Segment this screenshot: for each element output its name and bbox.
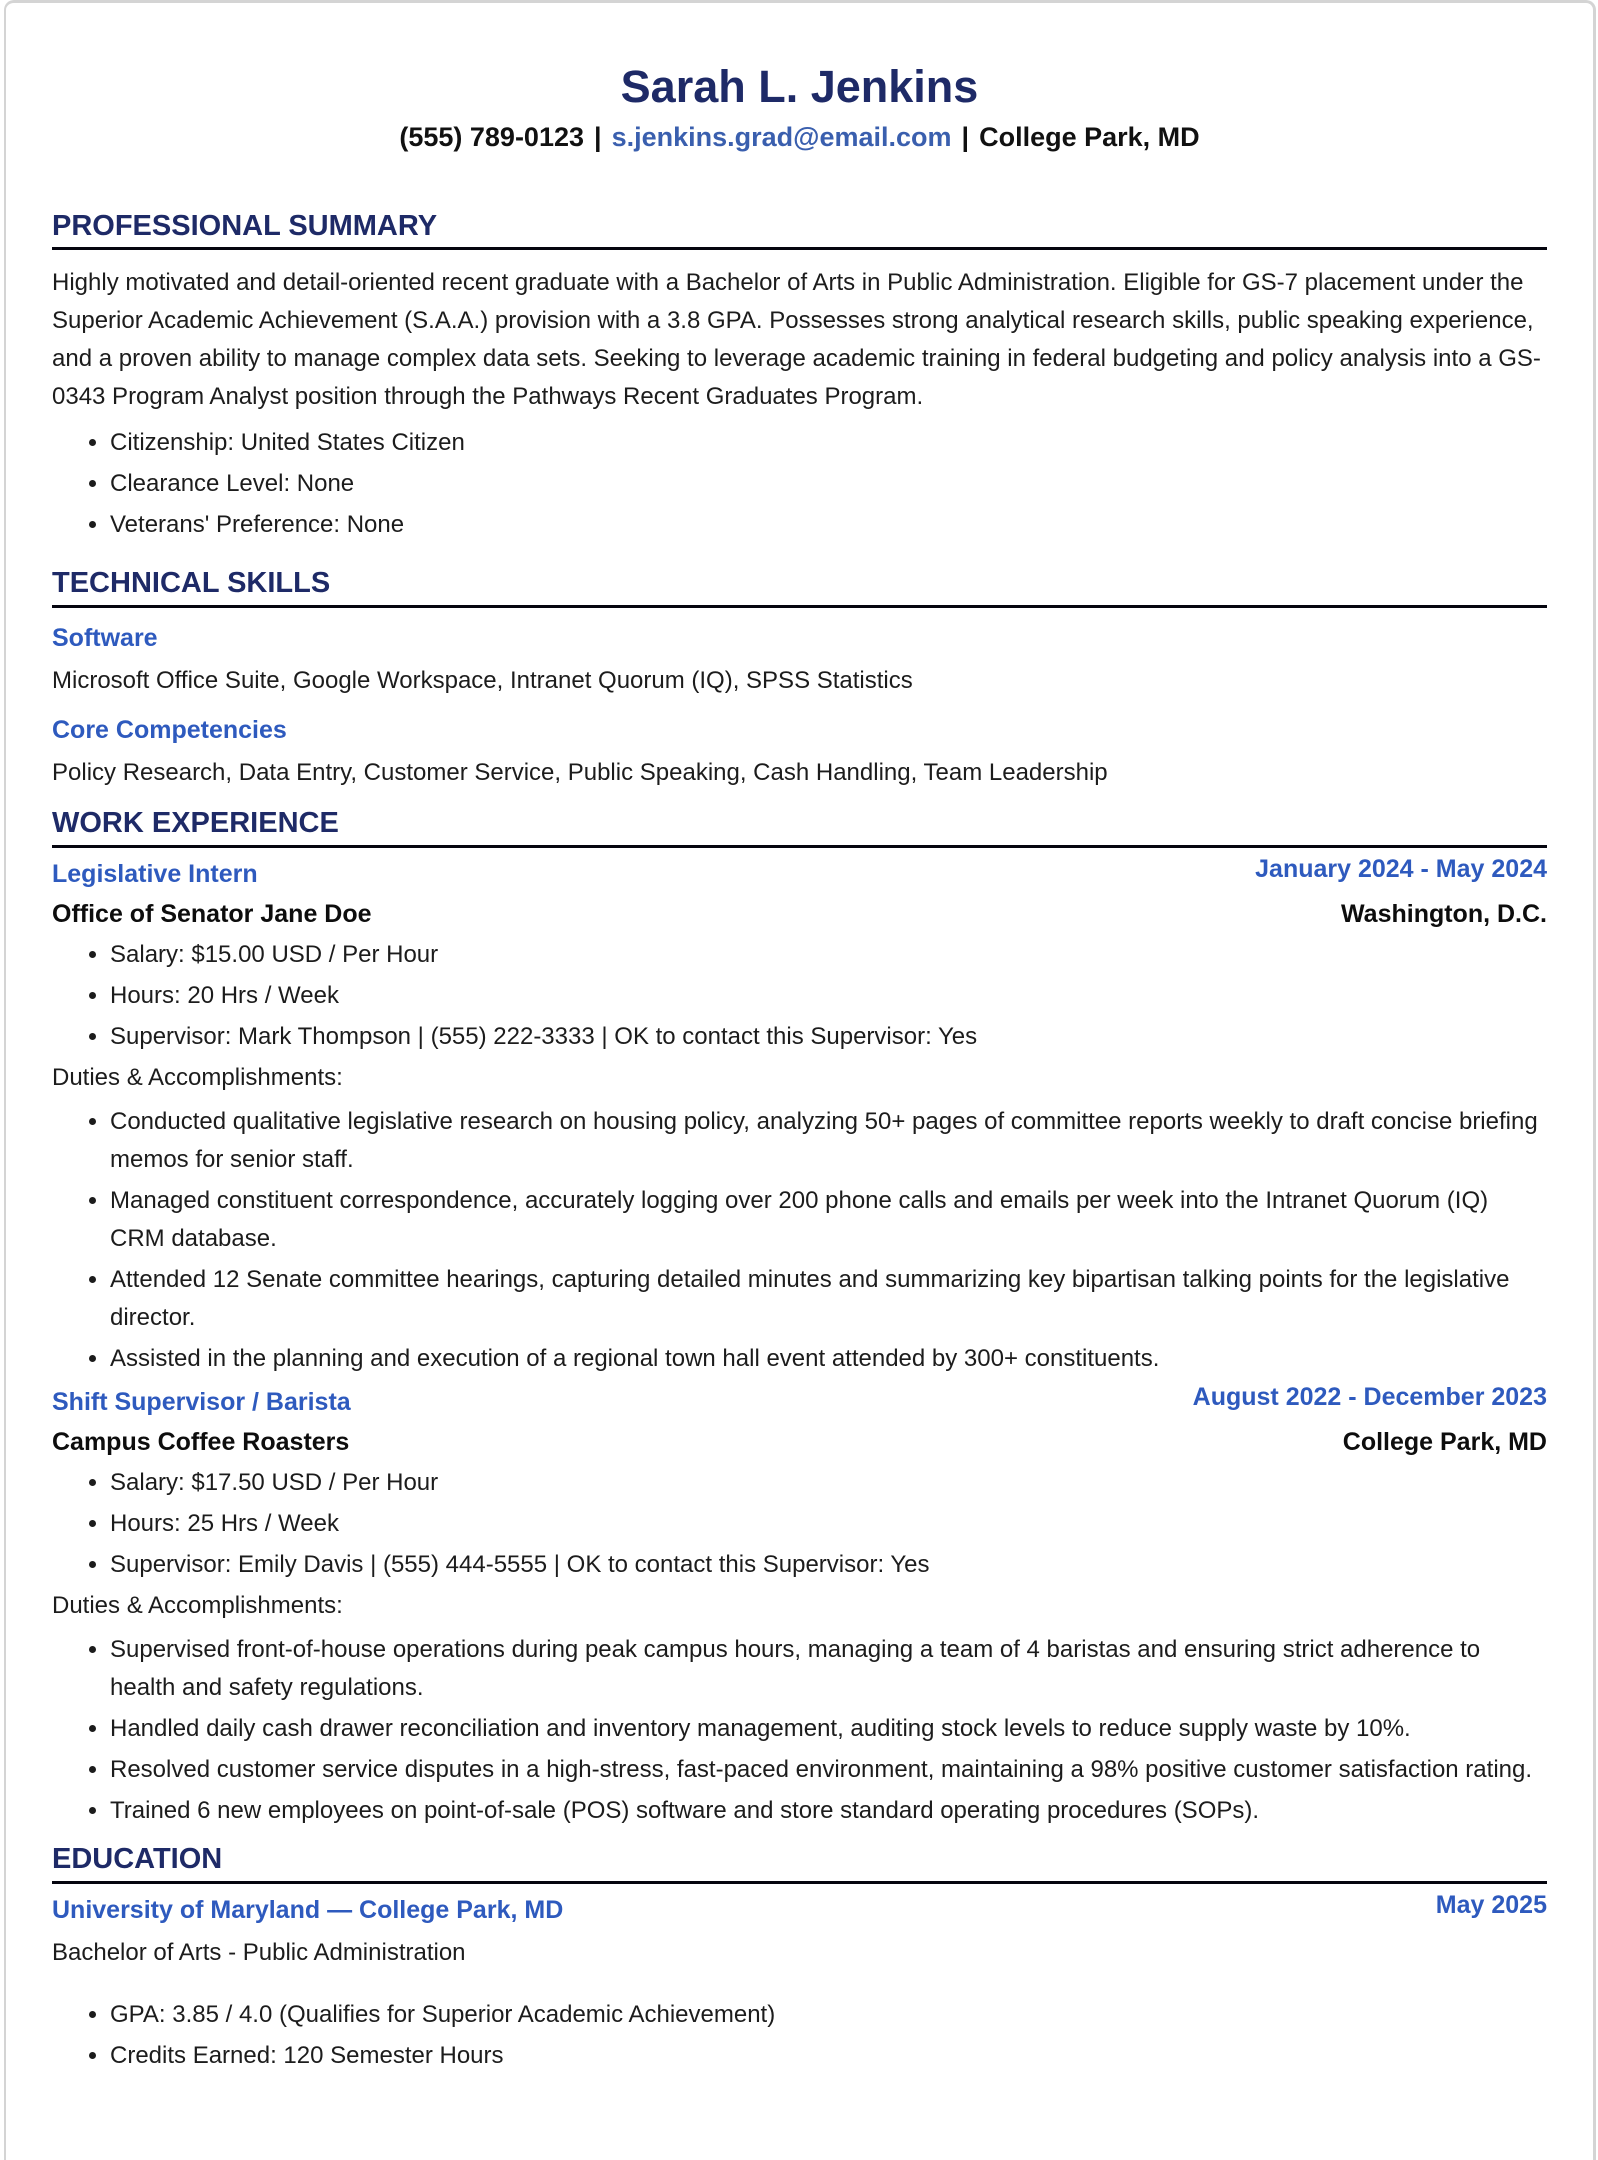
job-dates: January 2024 - May 2024 xyxy=(1255,855,1547,884)
contact-line xyxy=(52,121,1547,155)
section-work-experience xyxy=(52,808,1547,1830)
job-location: College Park, MD xyxy=(1342,1428,1547,1457)
education-gpa: • GPA: 3.85 / 4.0 (Qualifies for Superior Academic Achievement) xyxy=(110,1996,1547,2034)
email-link[interactable]: s.jenkins.grad@email.com xyxy=(611,121,952,152)
graduation-date: May 2025 xyxy=(1435,1891,1547,1920)
job-supervisor: • Supervisor: Emily Davis | (555) 444-5555 | OK to contact this Supervisor: Yes xyxy=(110,1546,1547,1584)
school-name: University of Maryland — College Park, MD xyxy=(52,1896,564,1925)
separator-pipe: | xyxy=(961,121,970,152)
duties-label: Duties & Accomplishments: xyxy=(52,1592,343,1620)
job-location: Washington, D.C. xyxy=(1341,900,1547,929)
job-organization: Campus Coffee Roasters xyxy=(52,1428,350,1457)
summary-bullet-clearance: • Clearance Level: None xyxy=(110,465,1547,503)
duty-item: • Resolved customer service disputes in a high-stress, fast-paced environment, maintaining a 98% positive customer satisfaction rating. xyxy=(110,1751,1547,1789)
job-title: Legislative Intern xyxy=(52,860,258,889)
summary-bullet-citizenship: • Citizenship: United States Citizen xyxy=(110,424,1547,462)
job-meta-list xyxy=(52,936,1547,1056)
skills-group-label-core-competencies: Core Competencies xyxy=(52,716,287,745)
separator-pipe: | xyxy=(594,121,602,152)
degree-name: Bachelor of Arts - Public Administration xyxy=(52,1939,466,1967)
duties-label: Duties & Accomplishments: xyxy=(52,1064,343,1092)
summary-paragraph: Highly motivated and detail-oriented recent graduate with a Bachelor of Arts in Public Administration. Eligible for GS-7 placement under the Superior Academic Achievement (S.A.A.) provision with a 3.8 GPA. Possesses strong analytical research skills, public speaking experience, and a proven ability to manage complex data sets. Seeking to leverage academic training in federal budgeting and policy analysis into a GS-0343 Program Analyst position through the Pathways Recent Graduates Program. xyxy=(52,269,1541,411)
duty-item: • Supervised front-of-house operations during peak campus hours, managing a team of 4 baristas and ensuring strict adherence to health and safety regulations. xyxy=(110,1631,1547,1707)
job-hours: • Hours: 20 Hrs / Week xyxy=(110,977,1547,1015)
job-salary: • Salary: $15.00 USD / Per Hour xyxy=(110,936,1547,974)
skills-software-list: Microsoft Office Suite, Google Workspace, Intranet Quorum (IQ), SPSS Statistics xyxy=(52,667,913,695)
summary-bullet-list xyxy=(52,424,1547,544)
duty-item: • Trained 6 new employees on point-of-sale (POS) software and store standard operating procedures (SOPs). xyxy=(110,1792,1547,1830)
skills-core-competencies-list: Policy Research, Data Entry, Customer Service, Public Speaking, Cash Handling, Team Leadership xyxy=(52,759,1108,787)
section-technical-skills xyxy=(52,568,1547,792)
section-professional-summary xyxy=(52,211,1547,545)
job-salary: • Salary: $17.50 USD / Per Hour xyxy=(110,1464,1547,1502)
job-hours: • Hours: 25 Hrs / Week xyxy=(110,1505,1547,1543)
section-title-work-experience: WORK EXPERIENCE xyxy=(52,808,1547,848)
job-meta-list xyxy=(52,1464,1547,1584)
phone-number: (555) 789-0123 xyxy=(399,121,584,152)
section-title-education: EDUCATION xyxy=(52,1844,1547,1884)
duty-item: • Assisted in the planning and execution of a regional town hall event attended by 300+ constituents. xyxy=(110,1340,1547,1378)
duty-item: • Conducted qualitative legislative research on housing policy, analyzing 50+ pages of committee reports weekly to draft concise briefing memos for senior staff. xyxy=(110,1103,1547,1179)
resume-page xyxy=(4,0,1596,2160)
section-education xyxy=(52,1844,1547,2075)
section-title-professional-summary: PROFESSIONAL SUMMARY xyxy=(52,211,1547,251)
job-entry-shift-supervisor-barista xyxy=(52,1383,1547,1830)
job-dates: August 2022 - December 2023 xyxy=(1192,1383,1547,1412)
education-bullet-list xyxy=(52,1996,1547,2075)
summary-bullet-veterans-preference: • Veterans' Preference: None xyxy=(110,506,1547,544)
duty-item: • Attended 12 Senate committee hearings, capturing detailed minutes and summarizing key bipartisan talking points for the legislative director. xyxy=(110,1261,1547,1337)
job-organization: Office of Senator Jane Doe xyxy=(52,900,372,929)
location-text: College Park, MD xyxy=(979,121,1200,152)
duty-item: • Handled daily cash drawer reconciliation and inventory management, auditing stock levels to reduce supply waste by 10%. xyxy=(110,1710,1547,1748)
job-title: Shift Supervisor / Barista xyxy=(52,1388,351,1417)
candidate-name: Sarah L. Jenkins xyxy=(620,61,979,112)
job-entry-legislative-intern xyxy=(52,855,1547,1378)
education-credits: • Credits Earned: 120 Semester Hours xyxy=(110,2037,1547,2075)
duty-item: • Managed constituent correspondence, accurately logging over 200 phone calls and emails per week into the Intranet Quorum (IQ) CRM database. xyxy=(110,1182,1547,1258)
skills-group-label-software: Software xyxy=(52,624,158,653)
job-supervisor: • Supervisor: Mark Thompson | (555) 222-3333 | OK to contact this Supervisor: Yes xyxy=(110,1018,1547,1056)
job-duties-list xyxy=(52,1631,1547,1830)
section-title-technical-skills: TECHNICAL SKILLS xyxy=(52,568,1547,608)
job-duties-list xyxy=(52,1103,1547,1378)
